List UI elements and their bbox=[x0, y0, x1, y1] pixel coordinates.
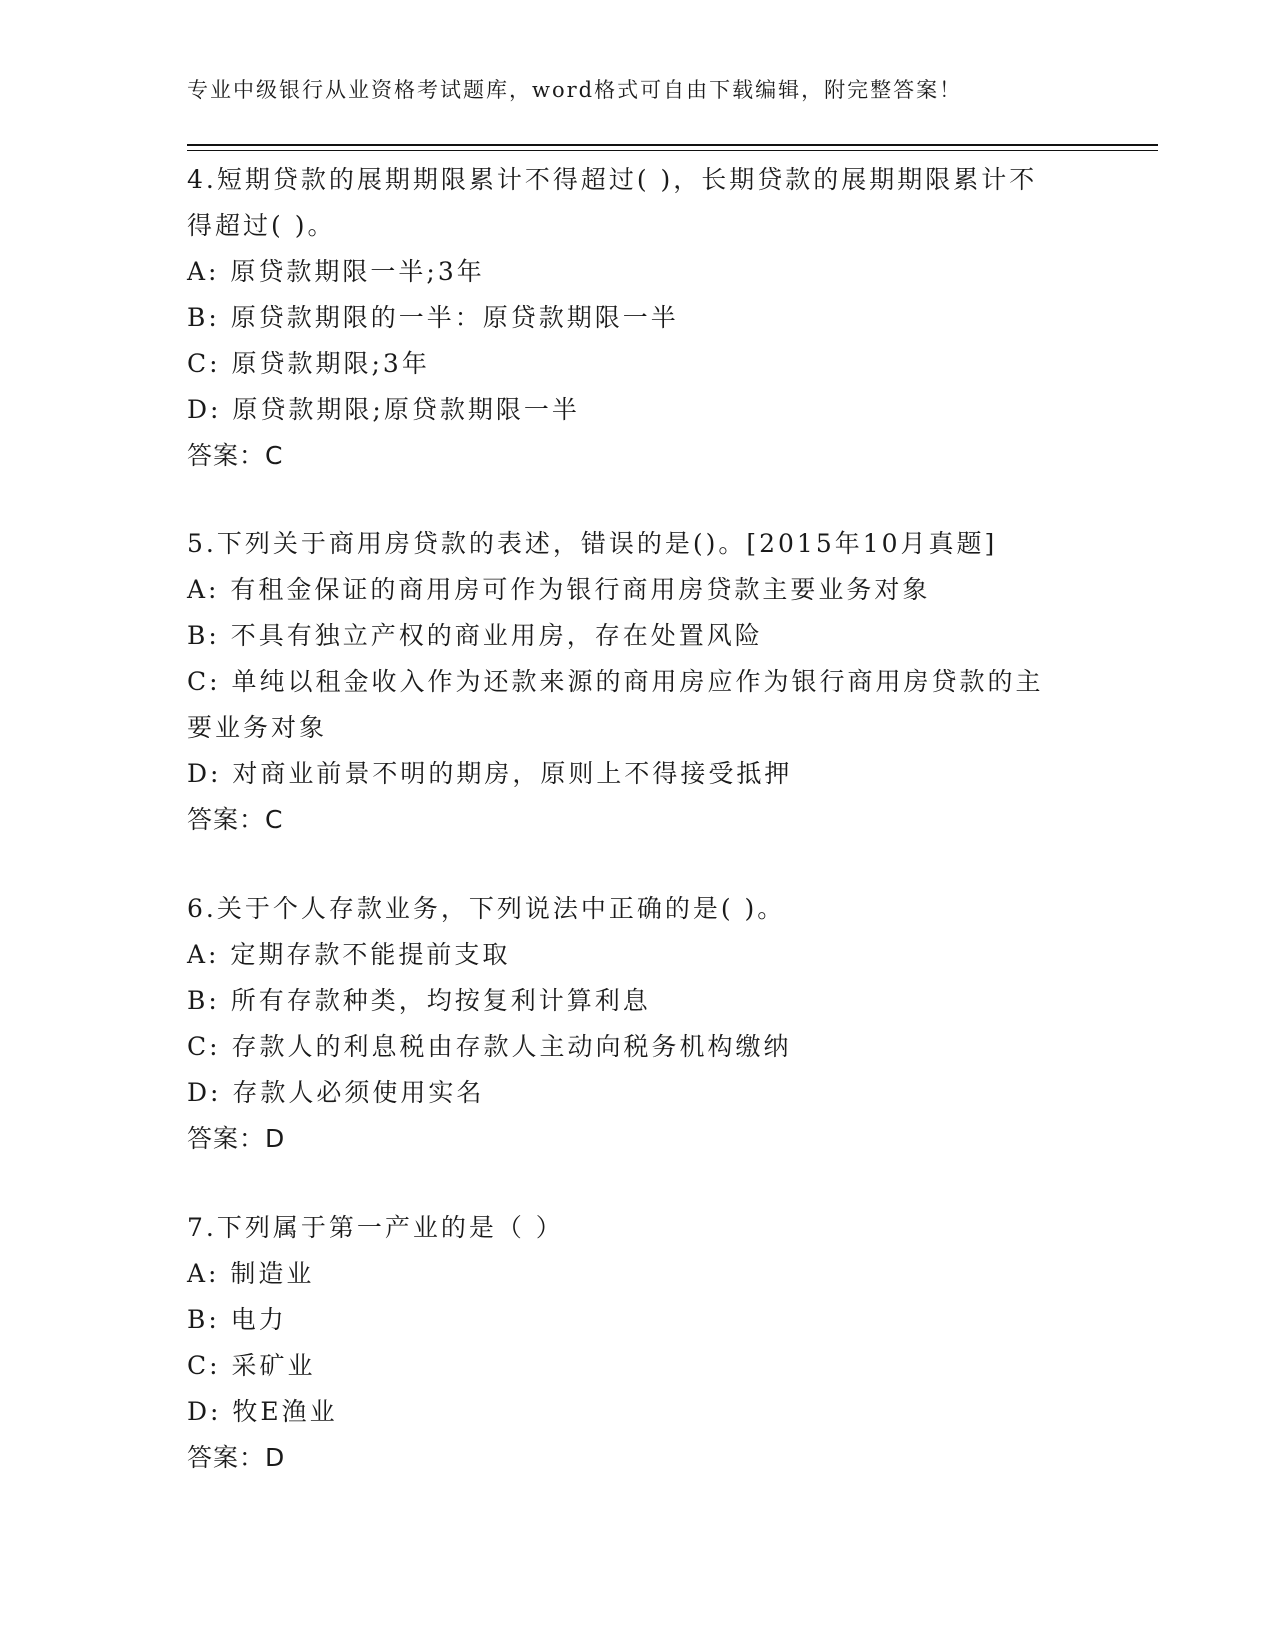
question-block bbox=[187, 886, 1087, 1162]
header-rule-thin bbox=[187, 150, 1158, 151]
question-block bbox=[187, 157, 1087, 479]
option-d: D: 存款人必须使用实名 bbox=[187, 1078, 485, 1107]
answer-line: 答案：C bbox=[187, 805, 284, 834]
option-c-continued: 要业务对象 bbox=[187, 713, 328, 742]
option-d: D: 原贷款期限;原贷款期限一半 bbox=[187, 395, 580, 424]
question-block bbox=[187, 1205, 1087, 1481]
option-d: D: 对商业前景不明的期房，原则上不得接受抵押 bbox=[187, 759, 793, 788]
question-stem: 4.短期贷款的展期期限累计不得超过( )，长期贷款的展期期限累计不 bbox=[187, 165, 1038, 194]
option-a: A: 有租金保证的商用房可作为银行商用房贷款主要业务对象 bbox=[187, 575, 931, 604]
answer-line: 答案：C bbox=[187, 441, 284, 470]
option-b: B: 电力 bbox=[187, 1305, 287, 1334]
option-a: A: 原贷款期限一半;3年 bbox=[187, 257, 485, 286]
option-c: C: 存款人的利息税由存款人主动向税务机构缴纳 bbox=[187, 1032, 792, 1061]
option-d: D: 牧E渔业 bbox=[187, 1397, 338, 1426]
question-stem: 7.下列属于第一产业的是（ ） bbox=[187, 1213, 564, 1242]
option-b: B: 所有存款种类，均按复利计算利息 bbox=[187, 986, 651, 1015]
question-stem: 5.下列关于商用房贷款的表述，错误的是()。[2015年10月真题] bbox=[187, 529, 998, 558]
option-c: C: 采矿业 bbox=[187, 1351, 316, 1380]
option-a: A: 定期存款不能提前支取 bbox=[187, 940, 511, 969]
question-block bbox=[187, 521, 1087, 843]
question-stem: 6.关于个人存款业务，下列说法中正确的是( )。 bbox=[187, 894, 786, 923]
option-b: B: 原贷款期限的一半：原贷款期限一半 bbox=[187, 303, 679, 332]
option-a: A: 制造业 bbox=[187, 1259, 315, 1288]
option-b: B: 不具有独立产权的商业用房，存在处置风险 bbox=[187, 621, 763, 650]
answer-line: 答案：D bbox=[187, 1124, 286, 1153]
option-c: C: 单纯以租金收入作为还款来源的商用房应作为银行商用房贷款的主 bbox=[187, 667, 1044, 696]
answer-line: 答案：D bbox=[187, 1443, 286, 1472]
page-header: 专业中级银行从业资格考试题库，word格式可自由下载编辑，附完整答案！ bbox=[187, 78, 963, 102]
option-c: C: 原贷款期限;3年 bbox=[187, 349, 430, 378]
question-stem: 得超过( )。 bbox=[187, 211, 336, 240]
header-rule-thick bbox=[187, 144, 1158, 146]
